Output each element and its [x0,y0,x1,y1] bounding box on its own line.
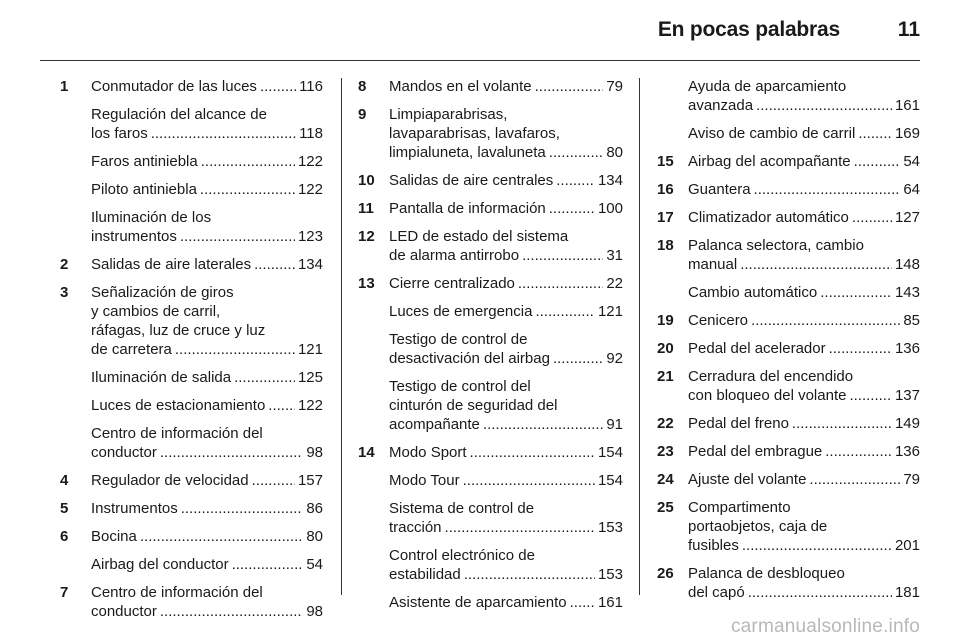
page-reference: 143 [894,284,920,301]
page-reference: 154 [597,472,623,489]
index-entry [60,424,323,462]
dot-leader [254,255,295,274]
page-reference: 123 [297,228,323,245]
index-entry [60,396,323,415]
page-reference: 80 [606,144,623,161]
index-entry [657,311,920,330]
entry-text: de alarma antirrobo [389,247,520,264]
page-reference: 136 [894,443,920,460]
entry-text: conductor [91,603,157,620]
entry-text: desactivación del airbag [389,350,550,367]
index-entry [60,471,323,490]
entry-text: Aviso de cambio de carril [688,125,856,142]
page-reference: 125 [297,369,323,386]
index-entry [60,368,323,387]
dot-leader [268,396,295,415]
page-reference: 122 [297,181,323,198]
dot-leader [852,208,892,227]
index-entry [657,180,920,199]
entry-text: ráfagas, luz de cruce y luz [91,322,266,339]
dot-leader [518,274,603,293]
dot-leader [252,471,295,490]
entry-text: Asistente de aparcamiento [389,594,567,611]
page-reference: 121 [297,341,323,358]
dot-leader [570,593,595,612]
page-reference: 134 [597,172,623,189]
entry-text: Luces de estacionamiento [91,397,266,414]
item-number: 23 [657,443,674,460]
index-entry [60,152,323,171]
item-number: 16 [657,181,674,198]
page-reference: 116 [299,78,323,95]
index-entry [657,124,920,143]
entry-text: Instrumentos [91,500,178,517]
column-divider-2 [639,78,640,595]
page-reference: 136 [894,340,920,357]
page-reference: 149 [894,415,920,432]
item-number: 12 [358,228,375,245]
page-reference: 85 [903,312,920,329]
index-entry [60,255,323,274]
entry-text: del capó [688,584,745,601]
dot-leader [756,96,892,115]
index-entry [657,77,920,115]
column-1 [60,77,323,630]
entry-text: Conmutador de las luces [91,78,257,95]
item-number: 17 [657,209,674,226]
item-number: 6 [60,528,69,545]
entry-text: fusibles [688,537,739,554]
page-reference: 100 [597,200,623,217]
item-number: 4 [60,472,69,489]
dot-leader [748,583,892,602]
entry-text: Airbag del acompañante [688,153,851,170]
dot-leader [549,143,604,162]
index-entry [358,274,623,293]
entry-text: Palanca de desbloqueo [688,565,845,582]
dot-leader [825,442,892,461]
dot-leader [556,171,595,190]
item-number: 21 [657,368,674,385]
index-entry [358,471,623,490]
index-entry [358,302,623,321]
index-entry [657,208,920,227]
dot-leader [809,470,900,489]
index-entry [358,171,623,190]
dot-leader [160,602,303,621]
index-entry [358,593,623,612]
index-entry [358,377,623,434]
page-reference: 161 [894,97,920,114]
page-reference: 92 [606,350,623,367]
dot-leader [742,536,892,555]
entry-text: manual [688,256,738,273]
index-entry [60,283,323,359]
page-reference: 127 [894,209,920,226]
column-2 [358,77,623,621]
index-entry [358,199,623,218]
index-entry [657,283,920,302]
entry-text: Cambio automático [688,284,818,301]
dot-leader [549,199,595,218]
index-entry [358,227,623,265]
item-number: 11 [358,200,374,217]
entry-text: Piloto antiniebla [91,181,197,198]
dot-leader [464,565,595,584]
entry-text: Pedal del freno [688,415,789,432]
entry-text: limpialuneta, lavaluneta [389,144,546,161]
page-reference: 122 [297,153,323,170]
item-number: 24 [657,471,674,488]
index-entry [358,105,623,162]
page-reference: 121 [597,303,623,320]
watermark: carmanualsonline.info [730,616,920,637]
dot-leader [854,152,901,171]
index-entry [60,555,323,574]
dot-leader [463,471,595,490]
entry-text: portaobjetos, caja de [688,518,828,535]
entry-text: LED de estado del sistema [389,228,569,245]
page-reference: 64 [903,181,920,198]
entry-text: acompañante [389,416,480,433]
entry-text: Cierre centralizado [389,275,515,292]
header-rule [40,60,920,61]
index-entry [60,499,323,518]
item-number: 15 [657,153,674,170]
dot-leader [829,339,892,358]
entry-text: Cerradura del encendido [688,368,854,385]
index-entry [60,208,323,246]
page-reference: 98 [306,603,323,620]
entry-text: conductor [91,444,157,461]
dot-leader [751,311,900,330]
page-reference: 154 [597,444,623,461]
entry-text: tracción [389,519,442,536]
entry-text: Compartimento [688,499,791,516]
item-number: 1 [60,78,69,95]
dot-leader [175,340,295,359]
entry-text: Regulador de velocidad [91,472,249,489]
entry-text: Pedal del embrague [688,443,823,460]
entry-text: Testigo de control de [389,331,528,348]
page-reference: 54 [306,556,323,573]
dot-leader [820,283,892,302]
dot-leader [470,443,595,462]
entry-text: y cambios de carril, [91,303,221,320]
index-entry [657,470,920,489]
entry-text: Pedal del acelerador [688,340,826,357]
entry-text: Modo Sport [389,444,467,461]
dot-leader [535,77,604,96]
index-entry [358,77,623,96]
dot-leader [181,499,304,518]
page-reference: 122 [297,397,323,414]
entry-text: Climatizador automático [688,209,849,226]
entry-text: con bloqueo del volante [688,387,847,404]
index-entry [60,105,323,143]
dot-leader [151,124,296,143]
item-number: 18 [657,237,674,254]
page-reference: 161 [597,594,623,611]
index-entry [657,498,920,555]
entry-text: Control electrónico de [389,547,535,564]
page-reference: 54 [903,153,920,170]
entry-text: Ayuda de aparcamiento [688,78,847,95]
dot-leader [792,414,892,433]
dot-leader [483,415,603,434]
dot-leader [553,349,603,368]
item-number: 8 [358,78,367,95]
dot-leader [522,246,603,265]
index-entry [358,499,623,537]
dot-leader [535,302,595,321]
index-entry [358,443,623,462]
page-reference: 181 [894,584,920,601]
dot-leader [740,255,892,274]
item-number: 2 [60,256,69,273]
dot-leader [260,77,296,96]
index-entry [358,330,623,368]
page-reference: 201 [894,537,920,554]
item-number: 19 [657,312,674,329]
index-entry [657,152,920,171]
index-entry [657,442,920,461]
index-entry [60,583,323,621]
page-reference: 148 [894,256,920,273]
entry-text: Centro de información del [91,425,263,442]
item-number: 26 [657,565,674,582]
dot-leader [140,527,303,546]
dot-leader [201,152,295,171]
entry-text: Salidas de aire centrales [389,172,554,189]
entry-text: avanzada [688,97,754,114]
page-reference: 153 [597,519,623,536]
page-reference: 79 [903,471,920,488]
entry-text: Pantalla de información [389,200,546,217]
dot-leader [849,386,892,405]
entry-text: Salidas de aire laterales [91,256,252,273]
item-number: 3 [60,284,69,301]
page-reference: 153 [597,566,623,583]
page-reference: 79 [606,78,623,95]
entry-text: Bocina [91,528,137,545]
entry-text: Airbag del conductor [91,556,229,573]
entry-text: Iluminación de salida [91,369,232,386]
dot-leader [754,180,901,199]
entry-text: Sistema de control de [389,500,535,517]
item-number: 9 [358,106,367,123]
index-entry [657,339,920,358]
item-number: 25 [657,499,674,516]
index-entry [657,414,920,433]
index-entry [657,367,920,405]
index-entry [60,527,323,546]
entry-text: Palanca selectora, cambio [688,237,864,254]
item-number: 14 [358,444,375,461]
entry-text: Mandos en el volante [389,78,532,95]
column-divider-1 [341,78,342,595]
dot-leader [180,227,295,246]
entry-text: Señalización de giros [91,284,234,301]
entry-text: cinturón de seguridad del [389,397,558,414]
index-entry [60,77,323,96]
page-reference: 22 [606,275,623,292]
dot-leader [232,555,304,574]
item-number: 7 [60,584,69,601]
entry-text: instrumentos [91,228,177,245]
item-number: 10 [358,172,375,189]
page-reference: 98 [306,444,323,461]
page-reference: 118 [299,125,323,142]
entry-text: lavaparabrisas, lavafaros, [389,125,560,142]
page-reference: 91 [606,416,623,433]
item-number: 5 [60,500,69,517]
entry-text: Guantera [688,181,751,198]
dot-leader [200,180,295,199]
entry-text: estabilidad [389,566,461,583]
entry-text: Limpiaparabrisas, [389,106,508,123]
item-number: 20 [657,340,674,357]
entry-text: Luces de emergencia [389,303,533,320]
page-reference: 80 [306,528,323,545]
dot-leader [445,518,595,537]
entry-text: Iluminación de los [91,209,212,226]
page-title: En pocas palabras [657,18,840,41]
index-entry [657,564,920,602]
entry-text: Regulación del alcance de [91,106,267,123]
item-number: 13 [358,275,375,292]
item-number: 22 [657,415,674,432]
page-reference: 31 [606,247,623,264]
entry-text: Ajuste del volante [688,471,807,488]
entry-text: Modo Tour [389,472,460,489]
entry-text: los faros [91,125,148,142]
dot-leader [160,443,303,462]
entry-text: de carretera [91,341,172,358]
page-reference: 134 [297,256,323,273]
page-reference: 157 [297,472,323,489]
index-entry [657,236,920,274]
page-number: 11 [897,18,920,41]
entry-text: Testigo de control del [389,378,531,395]
entry-text: Faros antiniebla [91,153,198,170]
dot-leader [234,368,295,387]
page-reference: 169 [894,125,920,142]
page-reference: 137 [894,387,920,404]
page-reference: 86 [306,500,323,517]
entry-text: Cenicero [688,312,749,329]
index-entry [60,180,323,199]
index-entry [358,546,623,584]
column-3 [657,77,920,611]
dot-leader [858,124,892,143]
entry-text: Centro de información del [91,584,263,601]
